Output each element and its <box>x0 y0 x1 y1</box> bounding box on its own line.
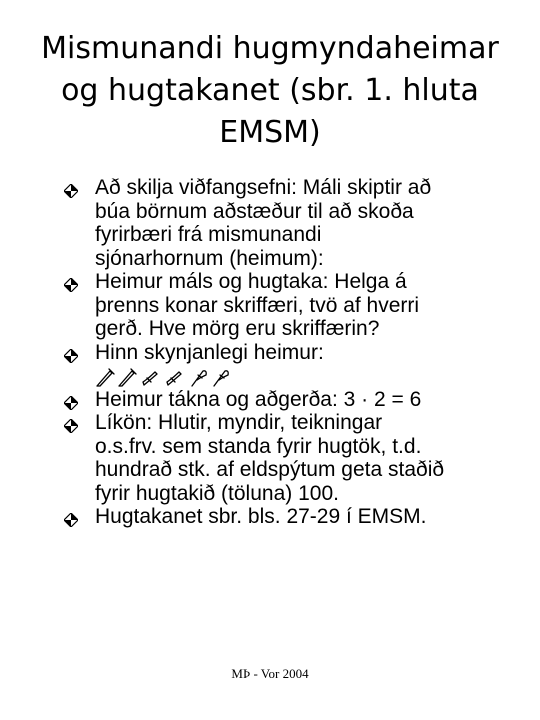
bullet-item <box>58 270 518 341</box>
bullet-line: sjónarhornum (heimum): <box>95 246 324 270</box>
bullet-item <box>58 341 518 388</box>
bullet-line: Heimur máls og hugtaka: Helga á <box>95 270 407 293</box>
diamond-bullet-icon <box>64 396 78 410</box>
bullet-line: hundrað stk. af eldspýtum geta staðið <box>95 458 445 481</box>
bullet-line: o.s.frv. sem standa fyrir hugtök, t.d. <box>95 434 422 458</box>
bullet-line: gerð. Hve mörg eru skriffærin? <box>95 317 380 340</box>
bullet-item <box>58 176 518 270</box>
slide-title <box>20 28 520 154</box>
writing-tools-icon <box>95 364 518 388</box>
bullet-line: Líkön: Hlutir, myndir, teikningar <box>95 411 383 434</box>
bullet-text <box>95 388 518 412</box>
bullet-text <box>95 411 518 505</box>
bullet-line: búa börnum aðstæður til að skoða <box>95 199 414 223</box>
bullet-item <box>58 505 518 529</box>
bullet-text <box>95 341 518 388</box>
bullet-list <box>58 176 518 529</box>
bullet-line: fyrir hugtakið (töluna) 100. <box>95 481 339 505</box>
bullet-text <box>95 270 518 341</box>
diamond-bullet-icon <box>64 419 78 433</box>
bullet-line: Heimur tákna og aðgerða: 3 · 2 = 6 <box>95 387 422 411</box>
bullet-line: þrenns konar skriffæri, tvö af hverri <box>95 293 420 317</box>
slide-footer: MÞ - Vor 2004 <box>231 666 309 681</box>
bullet-text <box>95 176 518 270</box>
diamond-bullet-icon <box>64 349 78 363</box>
diamond-bullet-icon <box>64 278 78 292</box>
title-line: Mismunandi hugmyndaheimar <box>41 31 499 66</box>
bullet-line: Hinn skynjanlegi heimur: <box>95 340 324 364</box>
bullet-line: Hugtakanet sbr. bls. 27-29 í EMSM. <box>95 505 427 528</box>
diamond-bullet-icon <box>64 184 78 198</box>
bullet-item <box>58 411 518 505</box>
bullet-item <box>58 388 518 412</box>
title-line: og hugtakanet (sbr. 1. hluta <box>61 73 479 108</box>
title-line: EMSM) <box>219 115 321 150</box>
bullet-text <box>95 505 518 529</box>
bullet-line: fyrirbæri frá mismunandi <box>95 223 322 246</box>
diamond-bullet-icon <box>64 513 78 527</box>
bullet-line: Að skilja viðfangsefni: Máli skiptir að <box>95 176 432 199</box>
